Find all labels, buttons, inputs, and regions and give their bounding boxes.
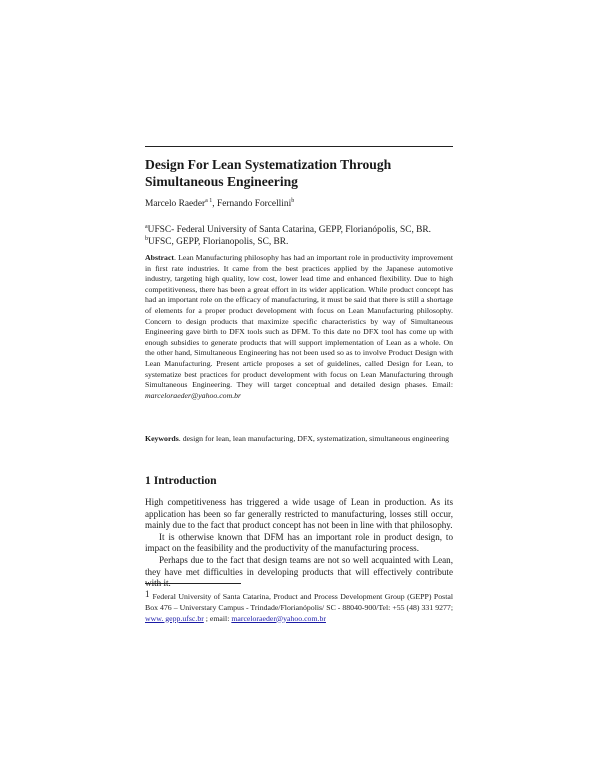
affiliations (145, 224, 431, 248)
title-line-2: Simultaneous Engineering (145, 174, 298, 189)
affiliation-a-sup: a (145, 224, 148, 230)
section-heading-introduction: 1 Introduction (145, 474, 217, 487)
affiliation-b (145, 236, 431, 248)
author-1-sup: a 1 (205, 198, 213, 204)
abstract (145, 253, 453, 401)
keywords-text: . design for lean, lean manufacturing, DFX, systematization, simultaneous engineering (178, 434, 450, 443)
intro-paragraph-1: High competitiveness has triggered a wide usage of Lean in production. As its application has been so far generally restricted to manufacturing, losses still occur, mainly due to the fact that product concept has not been in line with that philosophy. (145, 497, 453, 531)
affiliation-b-text: UFSC, GEPP, Florianopolis, SC, BR. (148, 237, 289, 247)
abstract-label: Abstract (145, 253, 175, 262)
keywords-label: Keywords (145, 434, 179, 443)
top-rule (145, 146, 453, 147)
footnote-text-2: ; email: (203, 613, 232, 623)
keywords (145, 434, 453, 445)
introduction-body (145, 497, 453, 590)
author-2-sup: b (291, 198, 295, 204)
affiliation-a (145, 224, 431, 236)
affiliation-b-sup: b (145, 236, 148, 242)
abstract-text: . Lean Manufacturing philosophy has had an important role in productivity improvement in first rate industries. It came from the best practices applied by the Japanese automotive industry, targeting high quality, low cost, lower lead time and enhanced flexibility. Due to high competitiveness, there has been a great effort in its wider application. While product concept has had an important role on the efficacy of manufacturing, it must be said that there is still a shortage of elements for a proper product development with focus on Lean Manufacturing philosophy. Concern to design products that maximize specific characteristics by way of Simultaneous Engineering gave birth to DFX tools such as DFM. To this date no DFX tool has come up with enough subsidies to generate products that will support implementation of Lean as a whole. On the other hand, Simultaneous Engineering has not been used so as to involve Product Design with Lean Manufacturing. Present article proposes a set of guidelines, called Design for Lean, to systematize best practices for product development with focus on Lean Manufacturing through Simultaneous Engineering. They will target conceptual and detailed design phases. (145, 253, 453, 390)
affiliation-a-text: UFSC- Federal University of Santa Catarina, GEPP, Florianópolis, SC, BR. (147, 225, 431, 235)
paper-title (145, 156, 465, 190)
footnote-mark: 1 (145, 589, 150, 599)
intro-paragraph-3: Perhaps due to the fact that design teams are not so well acquainted with Lean, they have met difficulties in developing products that will effectively contribute with it. (145, 554, 453, 589)
intro-paragraph-2: It is otherwise known that DFM has an important role in product design, to impact on the feasibility and the productivity of the manufacturing process. (145, 531, 453, 554)
footnote-rule (145, 583, 241, 584)
abstract-email: marceloraeder@yahoo.com.br (145, 390, 242, 400)
author-1: Marcelo Raeder (145, 199, 206, 209)
footnote-link-email[interactable]: marceloraeder@yahoo.com.br (231, 613, 326, 623)
abstract-email-label: Email: (432, 380, 453, 390)
authors (145, 199, 294, 209)
footnote-link-website[interactable]: www. gepp.ufsc.br (145, 613, 204, 623)
footnote-text-1: Federal University of Santa Catarina, Product and Process Development Group (GEPP) Postal Box 476 – Universtary Campus - Trindade/Florianópolis/ SC - 88040-900/Tel: +55 (48) 331 9277; (145, 592, 453, 612)
author-sep: , Fernando Forcellini (212, 199, 292, 209)
title-line-1: Design For Lean Systematization Through (145, 157, 392, 172)
footnote (145, 589, 453, 624)
